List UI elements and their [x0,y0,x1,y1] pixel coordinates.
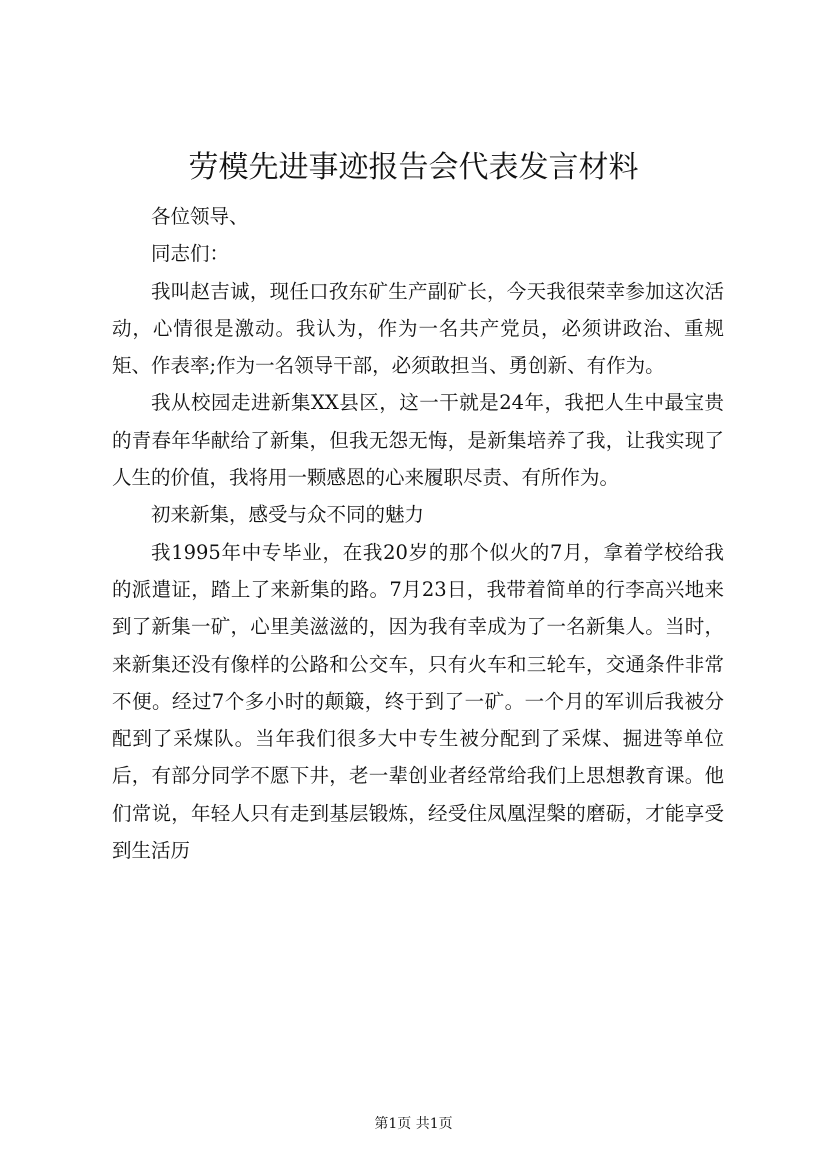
salutation-comrades: 同志们： [151,242,230,266]
document-body [112,198,724,869]
paragraph-career: 我从校园走进新集XX县区，这一干就是24年，我把人生中最宝贵的青春年华献给了新集，但我无怨无悔，是新集培养了我，让我实现了人生的价值，我将用一颗感恩的心来履职尽责、有所作为。 [112,391,724,490]
salutation-leaders: 各位领导、 [151,205,249,228]
page-footer: 第1页 共1页 [374,1116,453,1132]
document-title: 劳模先进事迹报告会代表发言材料 [188,150,639,185]
paragraph-introduction: 我叫赵吉诚，现任口孜东矿生产副矿长，今天我很荣幸参加这次活动，心情很是激动。我认为，作为一名共产党员，必须讲政治、重规矩、作表率;作为一名领导干部，必须敢担当、勇创新、有作为。 [112,279,724,378]
paragraph-arrival: 我1995年中专毕业，在我20岁的那个似火的7月，拿着学校给我的派遣证，踏上了来新集的路。7月23日，我带着简单的行李高兴地来到了新集一矿，心里美滋滋的，因为我有幸成为了一名新集人。当时，来新集还没有像样的公路和公交车，只有火车和三轮车，交通条件非常不便。经过7个多小时的颠簸，终于到了一矿。一个月的军训后我被分配到了采煤队。当年我们很多大中专生被分配到了采煤、掘进等单位后，有部分同学不愿下井，老一辈创业者经常给我们上思想教育课。他们常说，年轻人只有走到基层锻炼，经受住凤凰涅槃的磨砺，才能享受到生活历 [112,540,724,863]
section-heading: 初来新集，感受与众不同的魅力 [151,503,425,527]
